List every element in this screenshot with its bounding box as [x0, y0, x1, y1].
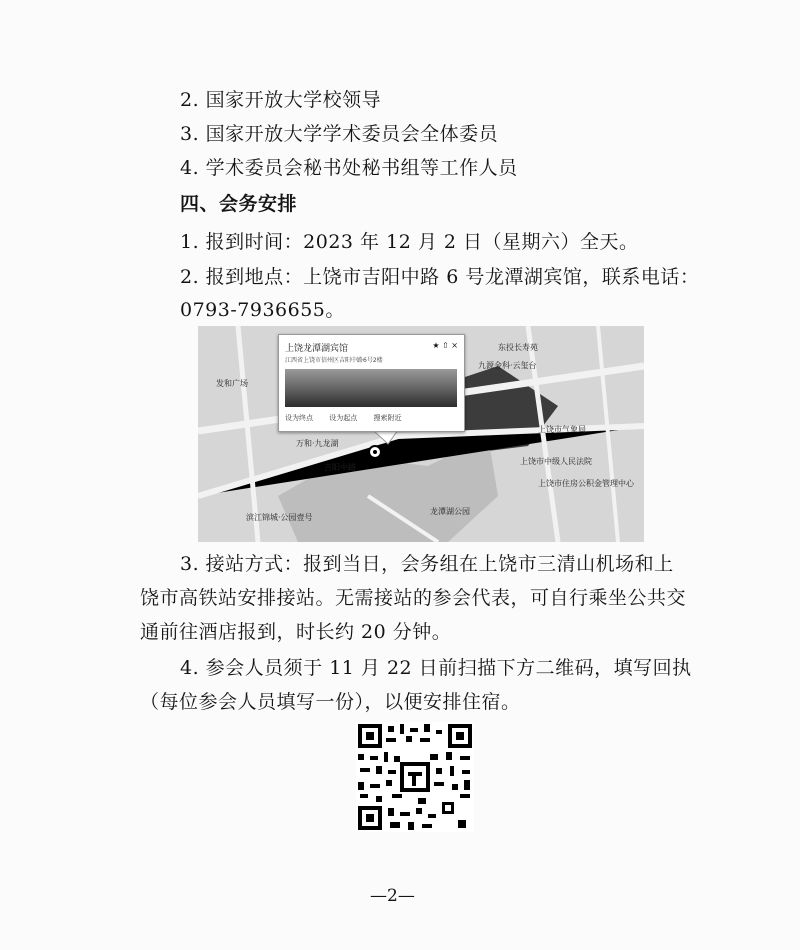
contact-phone: 0793-7936655。	[180, 299, 345, 321]
register-line-2: （每位参会人员填写一份），以便安排住宿。	[140, 691, 521, 713]
qr-code[interactable]	[356, 722, 474, 832]
hotel-photo	[285, 369, 457, 407]
map-label-wanhe: 万和·九龙湖	[296, 439, 339, 448]
location-map	[198, 326, 644, 542]
map-label-zhujian: 上饶市住房公积金管理中心	[538, 479, 634, 488]
search-nearby-button[interactable]: 搜索附近	[373, 414, 402, 422]
map-popup[interactable]	[278, 334, 465, 432]
map-label-jiuyuan: 九源金科·云玺台	[478, 361, 537, 370]
checkin-location: 2. 报到地点：上饶市吉阳中路 6 号龙潭湖宾馆，联系电话：	[180, 266, 700, 288]
popup-icons	[432, 341, 458, 350]
pickup-line-3: 通前往酒店报到，时长约 20 分钟。	[140, 621, 452, 643]
section-heading: 四、会务安排	[180, 193, 298, 215]
map-label-longtanhu: 龙潭湖公园	[430, 507, 470, 516]
pickup-line-1: 3. 接站方式：报到当日，会务组在上饶市三清山机场和上	[180, 553, 674, 575]
popup-address: 江西省上饶市信州区吉阳中路6号2楼	[285, 357, 383, 364]
popup-title: 上饶龙潭湖宾馆	[285, 344, 349, 354]
map-label-fahe: 发和广场	[216, 379, 248, 388]
pickup-line-2: 饶市高铁站安排接站。无需接站的参会代表，可自行乘坐公共交	[140, 587, 687, 609]
register-line-1: 4. 参会人员须于 11 月 22 日前扫描下方二维码，填写回执	[180, 657, 692, 679]
map-label-dongpo: 东投长寿苑	[498, 343, 538, 352]
page-number: —2—	[370, 886, 415, 906]
map-label-yunzhong: 上饶市气象局	[538, 425, 586, 434]
checkin-time: 1. 报到时间：2023 年 12 月 2 日（星期六）全天。	[180, 231, 639, 253]
map-label-court: 上饶市中级人民法院	[520, 457, 592, 466]
popup-actions	[285, 413, 415, 423]
list-item-3: 3. 国家开放大学学术委员会全体委员	[180, 123, 499, 145]
star-icon[interactable]: ★	[432, 341, 440, 350]
set-origin-button[interactable]: 设为起点	[329, 414, 358, 422]
list-item-4: 4. 学术委员会秘书处秘书组等工作人员	[180, 157, 518, 179]
share-icon[interactable]: ⇧	[442, 341, 449, 350]
map-label-jiyang: 吉阳中路	[324, 463, 356, 472]
list-item-2: 2. 国家开放大学校领导	[180, 89, 382, 111]
set-destination-button[interactable]: 设为终点	[285, 414, 313, 422]
map-label-binjiang: 滨江锦城·公园壹号	[246, 513, 313, 522]
close-icon[interactable]: ×	[451, 341, 458, 350]
